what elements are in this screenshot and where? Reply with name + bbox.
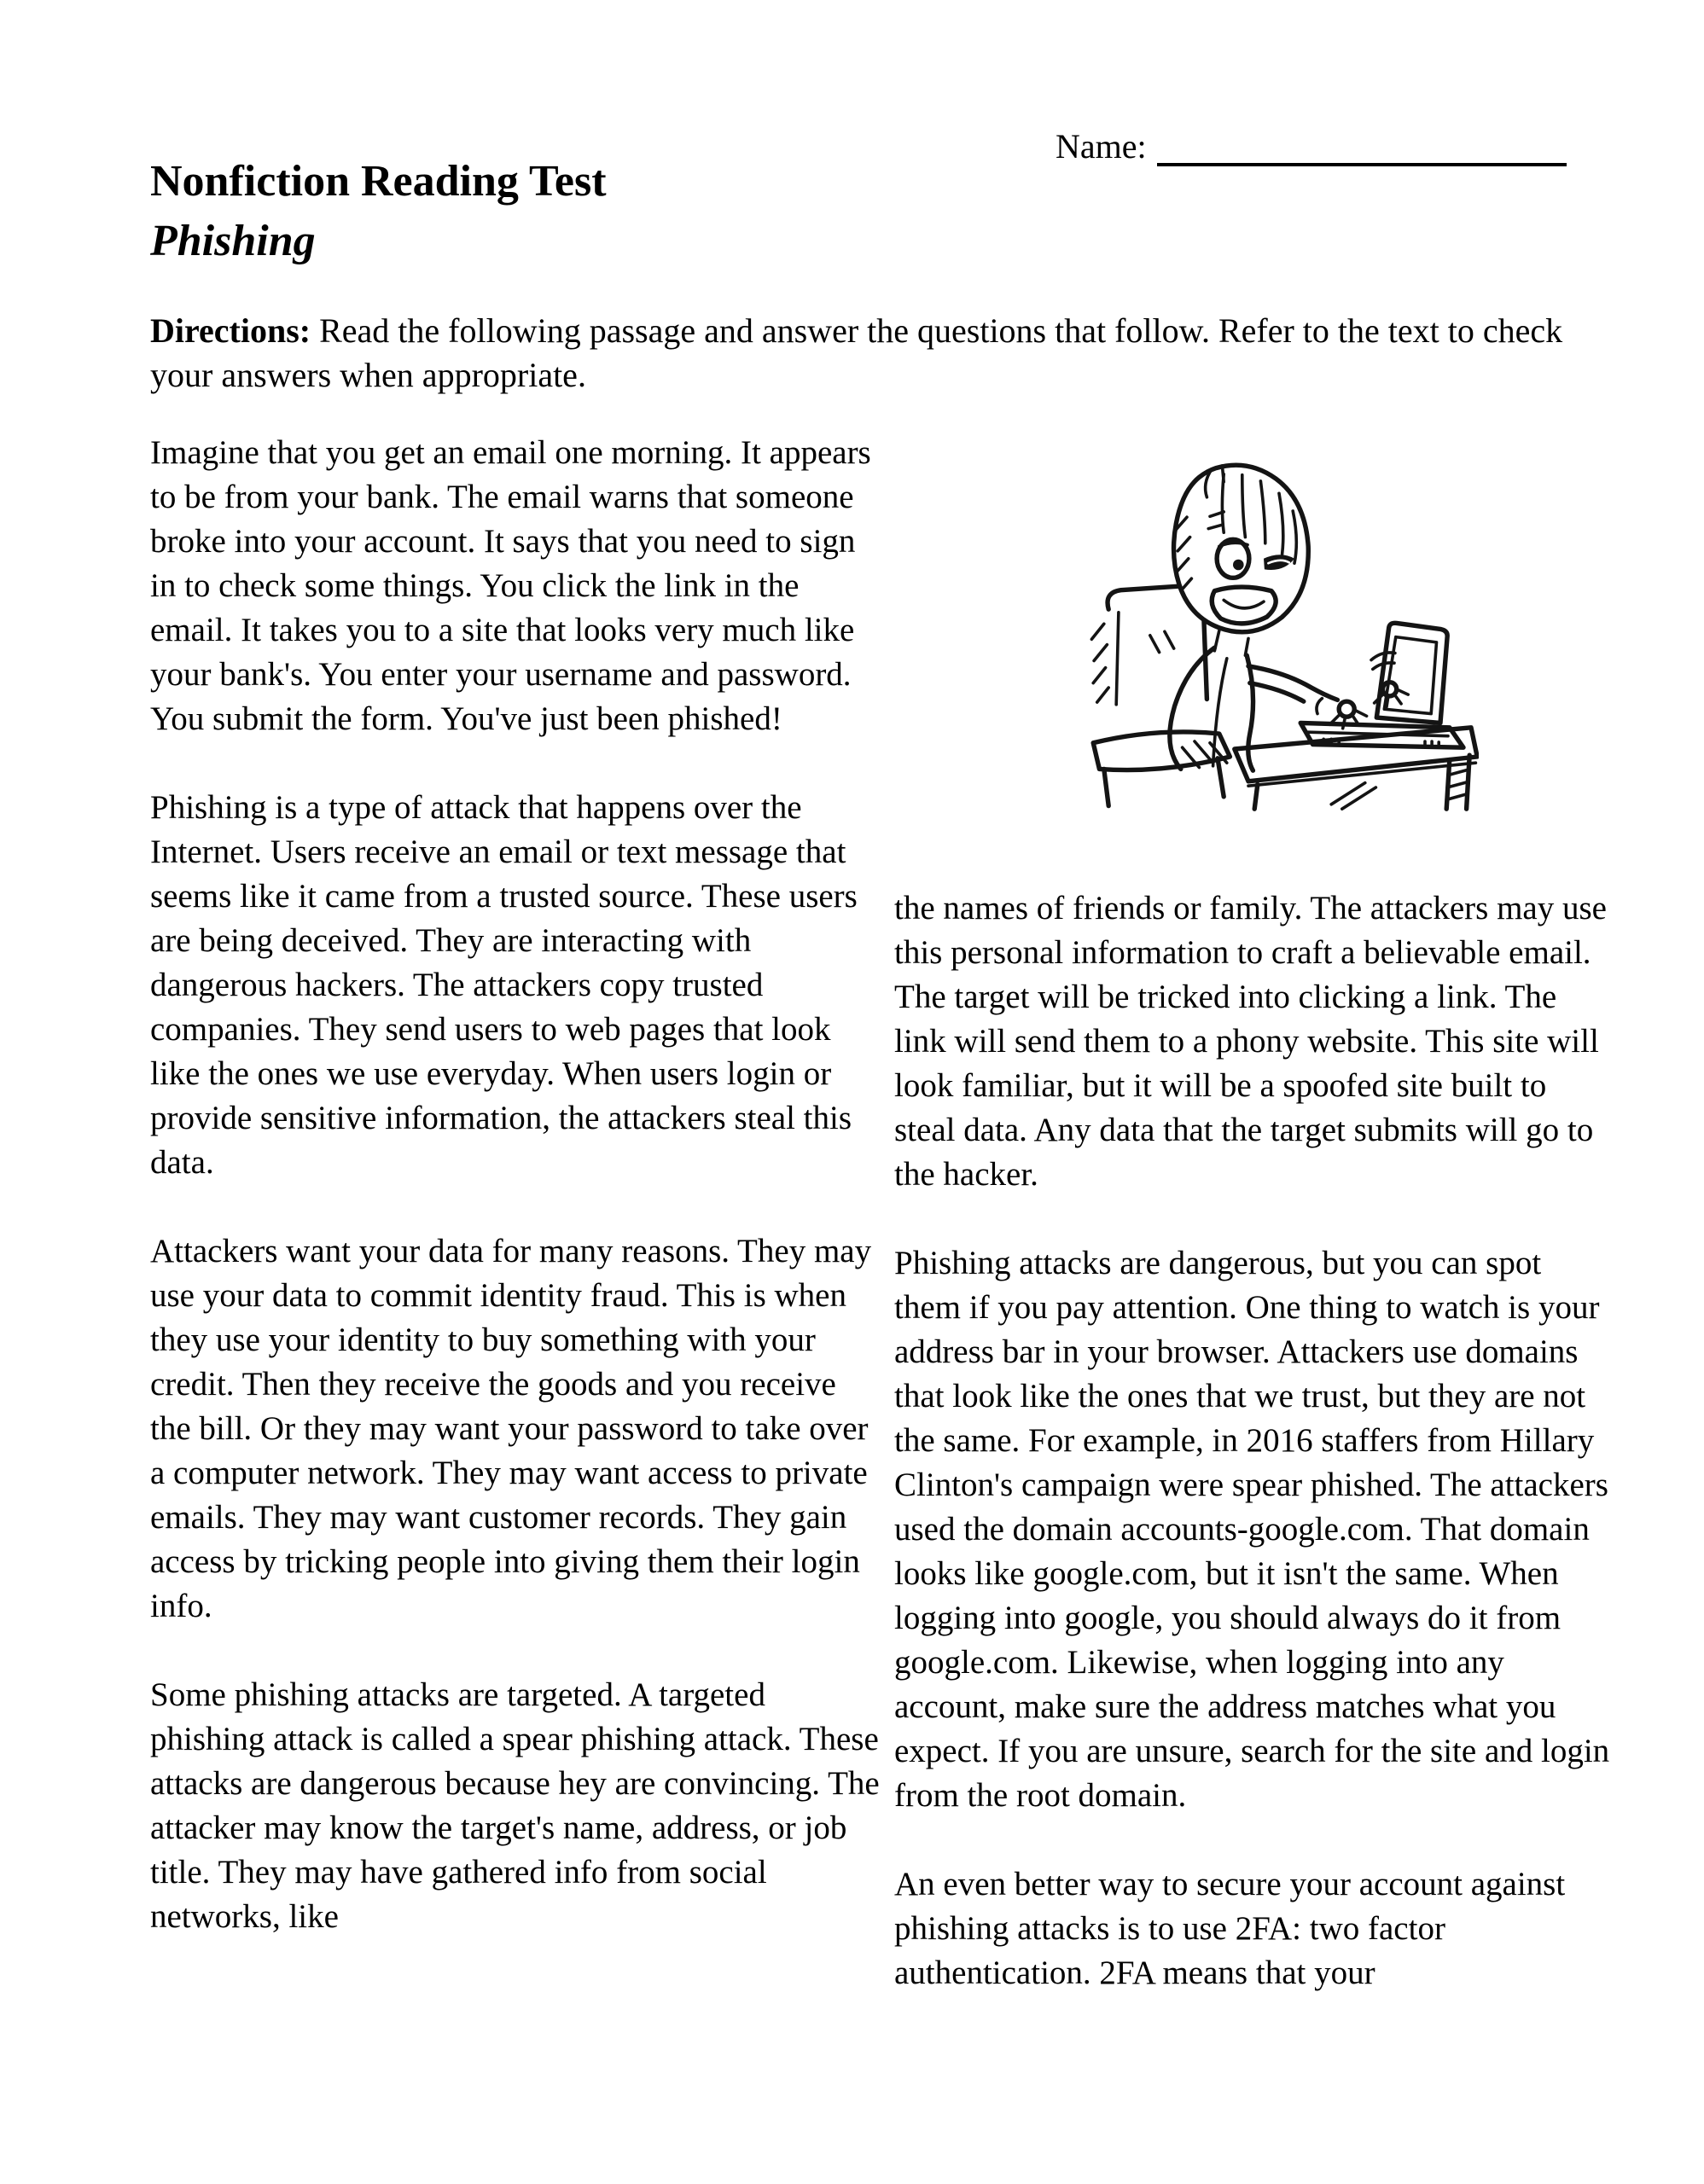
- masked-hacker-icon: [1018, 434, 1479, 818]
- directions-text: Read the following passage and answer the questions that follow. Refer to the text to check your answers when appropriate.: [150, 311, 1563, 394]
- name-blank-line: [1157, 129, 1567, 166]
- title-block: [150, 156, 607, 267]
- paragraph-2fa: An even better way to secure your account against phishing attacks is to use 2FA: two factor authentication. 2FA means that your: [894, 1866, 1566, 1991]
- page-subtitle: Phishing: [150, 216, 316, 265]
- paragraph-spotting-phishing: Phishing attacks are dangerous, but you can spot them if you pay attention. One thing to watch is your address bar in your browser. Attackers use domains that look like the ones that we trust, but they are not the same. For example, in 2016 staffers from Hillary Clinton's campaign were spear phished. The attackers used the domain accounts-google.com. That domain looks like google.com, but it isn't the same. When logging into google, you should always do it from google.com. Likewise, when logging into any account, make sure the address matches what you expect. If you are unsure, search for the site and login from the root domain.: [894, 1245, 1610, 1814]
- name-field-row: [1056, 126, 1567, 166]
- paragraph-why-attackers-want-data: Attackers want your data for many reasons. They may use your data to commit identity fraud. This is when they use your identity to buy something with your credit. Then they receive the goods and you receive the bill. Or they may want your password to take over a computer network. They may want access to private emails. They may want customer records. They gain access by tricking people into giving them their login info.: [150, 1233, 872, 1624]
- page-title: Nonfiction Reading Test: [150, 157, 607, 206]
- directions-paragraph: [150, 309, 1592, 398]
- hacker-illustration: [882, 434, 1614, 818]
- name-label: Name:: [1056, 127, 1147, 166]
- directions-label: Directions:: [150, 311, 311, 350]
- right-column: [882, 431, 1614, 2040]
- paragraph-what-is-phishing: Phishing is a type of attack that happens over the Internet. Users receive an email or text message that seems like it came from a trusted source. These users are being deceived. They are interacting with dangerous hackers. The attackers copy trusted companies. They send users to web pages that look like the ones we use everyday. When users login or provide sensitive information, the attackers steal this data.: [150, 789, 858, 1181]
- paragraph-spear-phishing: Some phishing attacks are targeted. A targeted phishing attack is called a spear phishing attack. These attacks are dangerous because hey are convincing. The attacker may know the target's name, address, or job title. They may have gathered info from social networks, like: [150, 1676, 880, 1935]
- paragraph-imagine-email: Imagine that you get an email one morning. It appears to be from your bank. The email warns that someone broke into your account. It says that you need to sign in to check some things. You click the link in the email. It takes you to a site that looks very much like your bank's. You enter your username and password. You submit the form. You've just been phished!: [150, 434, 871, 737]
- paragraph-personal-info-spoof: the names of friends or family. The attackers may use this personal information to craft a believable email. The target will be tricked into clicking a link. The link will send them to a phony website. This site will look familiar, but it will be a spoofed site built to steal data. Any data that the target submits will go to the hacker.: [894, 890, 1607, 1193]
- two-column-body: [150, 431, 1614, 2040]
- left-column: [150, 431, 882, 2040]
